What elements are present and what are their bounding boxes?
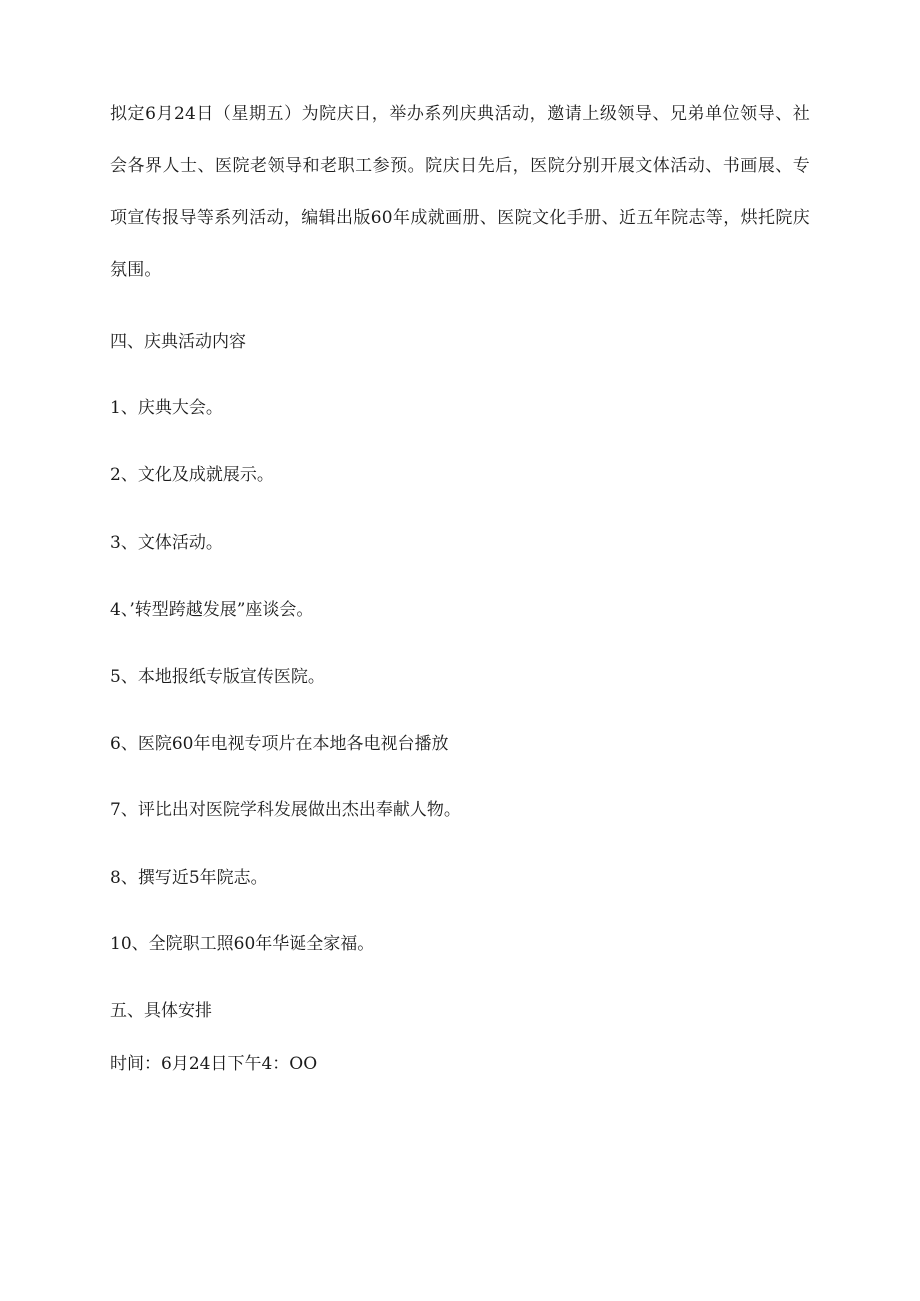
time-line: 时间：6月24日下午4：OO [110,1054,318,1074]
section-heading-arrangement: 五、具体安排 [110,1001,212,1021]
list-item: 2、文化及成就展示。 [110,465,274,485]
list-item: 1、庆典大会。 [110,398,223,418]
list-item: 10、全院职工照60年华诞全家福。 [110,934,375,954]
section-heading-celebration-content: 四、庆典活动内容 [110,332,246,352]
list-item: 3、文体活动。 [110,533,223,553]
list-item: 5、本地报纸专版宣传医院。 [110,667,325,687]
list-item: 8、撰写近5年院志。 [110,868,268,888]
list-item: 6、医院60年电视专项片在本地各电视台播放 [110,734,449,754]
intro-paragraph: 拟定6月24日（星期五）为院庆日，举办系列庆典活动，邀请上级领导、兄弟单位领导、社会各界人士、医院老领导和老职工参预。院庆日先后，医院分别开展文体活动、书画展、专项宣传报导等系列活动，编辑出版60年成就画册、医院文化手册、近五年院志等，烘托院庆氛围。 [110,104,810,280]
list-item: 4、’转型跨越发展”座谈会。 [110,600,314,620]
list-item: 7、评比出对医院学科发展做出杰出奉献人物。 [110,800,461,820]
